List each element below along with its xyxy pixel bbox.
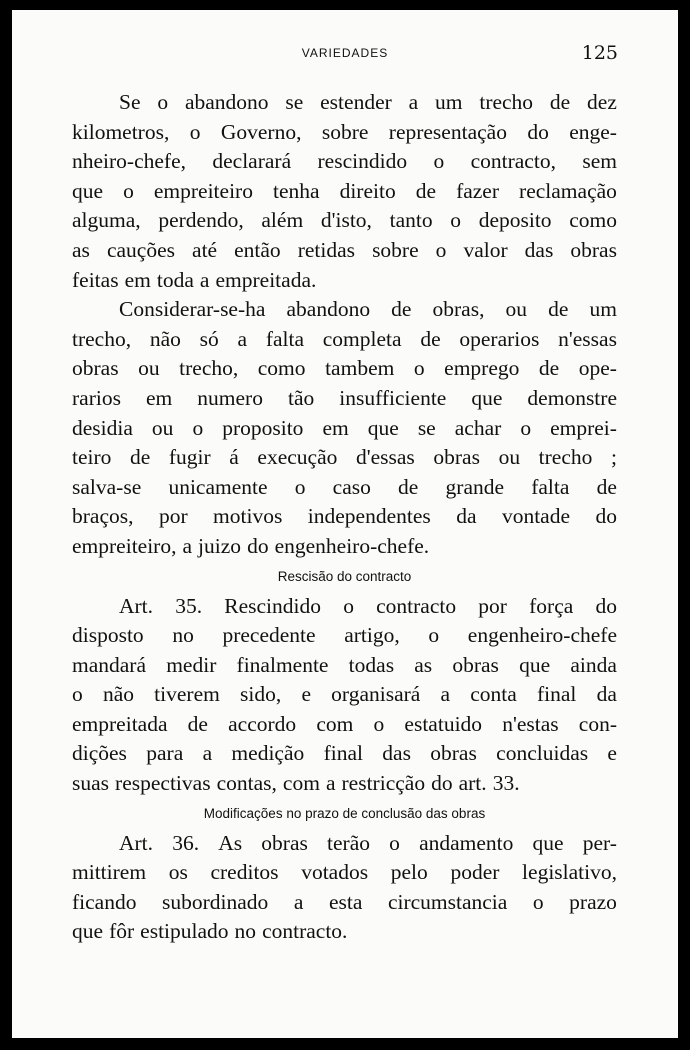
paragraph <box>72 592 617 799</box>
text-line: alguma, perdendo, além d'isto, tanto o deposito como <box>72 208 617 233</box>
text-line: Considerar-se-ha abandono de obras, ou de um <box>119 297 617 322</box>
text-line: empreiteiro, a juizo do engenheiro-chefe. <box>72 533 430 558</box>
text-line: salva-se unicamente o caso de grande falta de <box>72 474 617 499</box>
section-heading: Modificações no prazo de conclusão das obras <box>203 805 486 821</box>
paragraph <box>72 829 617 947</box>
text-line: Se o abandono se estender a um trecho de dez <box>119 90 617 114</box>
page-number: 125 <box>581 42 618 64</box>
text-line: o não tiverem sido, e organisará a conta final da <box>72 682 617 707</box>
text-line: teiro de fugir á execução d'essas obras ou trecho ; <box>72 445 617 470</box>
text-line: as cauções até então retidas sobre o valor das obras <box>72 237 617 262</box>
text-line: nheiro-chefe, declarará rescindido o contracto, sem <box>72 149 617 174</box>
text-line: dições para a medição final das obras concluidas e <box>72 741 617 766</box>
text-line: braços, por motivos independentes da vontade do <box>72 504 617 529</box>
body-text <box>72 88 617 947</box>
text-line: ficando subordinado a esta circumstancia o prazo <box>72 889 617 914</box>
text-line: que o empreiteiro tenha direito de fazer reclamação <box>72 178 617 203</box>
running-head <box>72 42 618 70</box>
text-line: obras ou trecho, como tambem o emprego de ope- <box>72 356 617 381</box>
text-line: disposto no precedente artigo, o engenheiro-chefe <box>72 623 617 648</box>
text-line: mandará medir finalmente todas as obras que ainda <box>72 652 617 677</box>
paragraph <box>72 88 617 295</box>
text-line: Art. 36. As obras terão o andamento que per- <box>119 830 617 855</box>
text-line: empreitada de accordo com o estatuido n'estas con- <box>72 711 617 736</box>
text-line: feitas em toda a empreitada. <box>72 267 317 292</box>
paragraph <box>72 295 617 561</box>
text-line: mittirem os creditos votados pelo poder legislativo, <box>72 860 617 885</box>
text-line: rarios em numero tão insufficiente que demonstre <box>72 385 617 410</box>
book-page <box>12 10 678 1038</box>
running-head-title: VARIEDADES <box>301 46 389 60</box>
text-line: que fôr estipulado no contracto. <box>72 919 348 944</box>
text-line: suas respectivas contas, com a restricção do art. 33. <box>72 771 520 796</box>
section-heading: Rescisão do contracto <box>277 568 412 584</box>
text-line: kilometros, o Governo, sobre representação do enge- <box>72 119 617 144</box>
text-line: desidia ou o proposito em que se achar o emprei- <box>72 415 617 440</box>
text-line: trecho, não só a falta completa de operarios n'essas <box>72 326 617 351</box>
text-line: Art. 35. Rescindido o contracto por força do <box>119 593 617 618</box>
